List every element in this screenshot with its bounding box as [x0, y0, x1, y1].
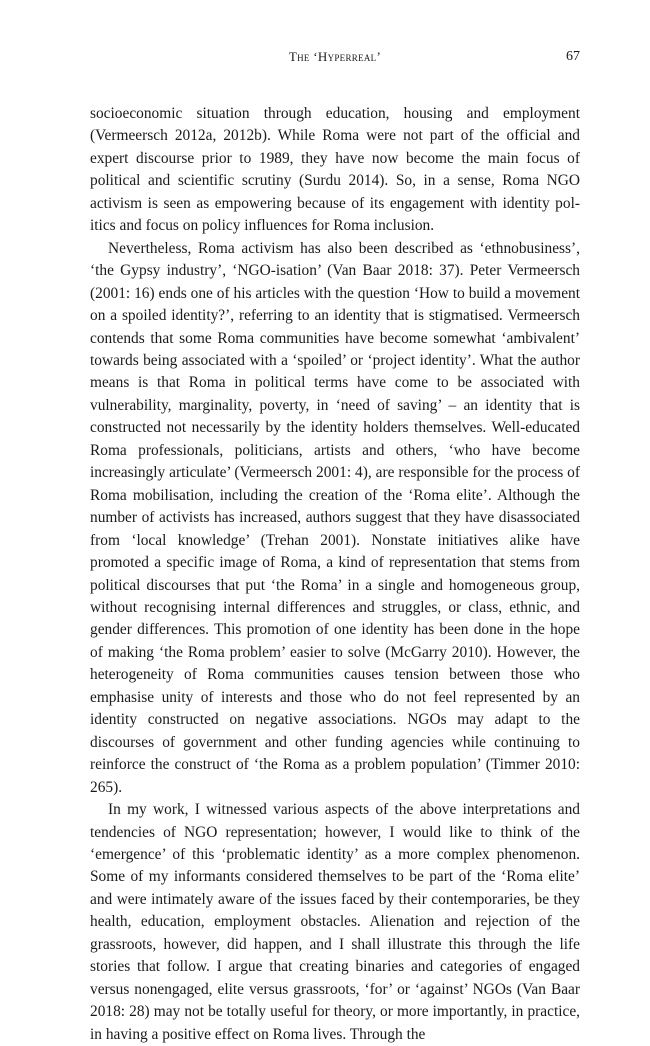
body-text — [90, 103, 580, 1046]
running-head — [90, 49, 580, 69]
page-number: 67 — [566, 49, 580, 64]
running-title: The ‘Hyperreal’ — [288, 49, 382, 64]
paragraph-roma-activism: Nevertheless, Roma activism has also been described as ‘ethnobusiness’, ‘the Gypsy industry’, ‘NGO-isation’ (Van Baar 2018: 37). Peter Vermeersch (2001: 16) ends one of his articles with the question ‘How to build a movement on a spoiled identity?’, referring to an identity that is stigmatised. Vermeersch contends that some Roma communities have become somewhat ‘ambivalent’ towards being associated with a ‘spoiled’ or ‘project identity’. What the author means is that Roma in political terms have come to be associated with vulnerability, marginality, poverty, in ‘need of saving’ – an identity that is constructed not necessarily by the identity holders themselves. Well-educated Roma professionals, politicians, artists and others, ‘who have become increasingly articulate’ (Vermeersch 2001: 4), are responsible for the process of Roma mobilisation, including the creation of the ‘Roma elite’. Although the number of activists has increased, authors suggest that they have disassociated from ‘local knowledge’ (Trehan 2001). Nonstate initiatives alike have promoted a specific image of Roma, a kind of representation that stems from political discourses that put ‘the Roma’ in a single and homogeneous group, without recognising internal differences and struggles, or class, ethnic, and gender differences. This promotion of one identity has been done in the hope of making ‘the Roma problem’ easier to solve (McGarry 2010). However, the heterogeneity of Roma communities causes tension between those who emphasise unity of interests and those who do not feel represented by an identity constructed on negative associations. NGOs may adapt to the discourses of government and other funding agencies while continuing to reinforce the construct of ‘the Roma as a problem population’ (Timmer 2010: 265). — [90, 239, 580, 796]
paragraph-my-work: In my work, I witnessed various aspects of the above interpretations and tendencies of NGO representation; however, I would like to think of the ‘emergence’ of this ‘problematic identity’ as a more complex phenomenon. Some of my informants considered themselves to be part of the ‘Roma elite’ and were intimately aware of the issues faced by their contemporaries, be they health, education, employment obstacles. Alienation and rejection of the grassroots, however, did happen, and I shall illustrate this through the life stories that follow. I argue that creating binaries and categories of engaged versus nonengaged, elite versus grassroots, ‘for’ or ‘against’ NGOs (Van Baar 2018: 28) may not be totally useful for theory, or more importantly, in practice, in having a positive effect on Roma lives. Through the — [90, 801, 580, 1043]
paragraph-continued: socioeconomic situation through education, housing and employment (Vermeersch 2012a, 2012b). While Roma were not part of the official and expert discourse prior to 1989, they have now become the main focus of political and scientific scrutiny (Surdu 2014). So, in a sense, Roma NGO activism is seen as empowering because of its engagement with identity politics and focus on policy influences for Roma inclusion. — [90, 105, 580, 235]
